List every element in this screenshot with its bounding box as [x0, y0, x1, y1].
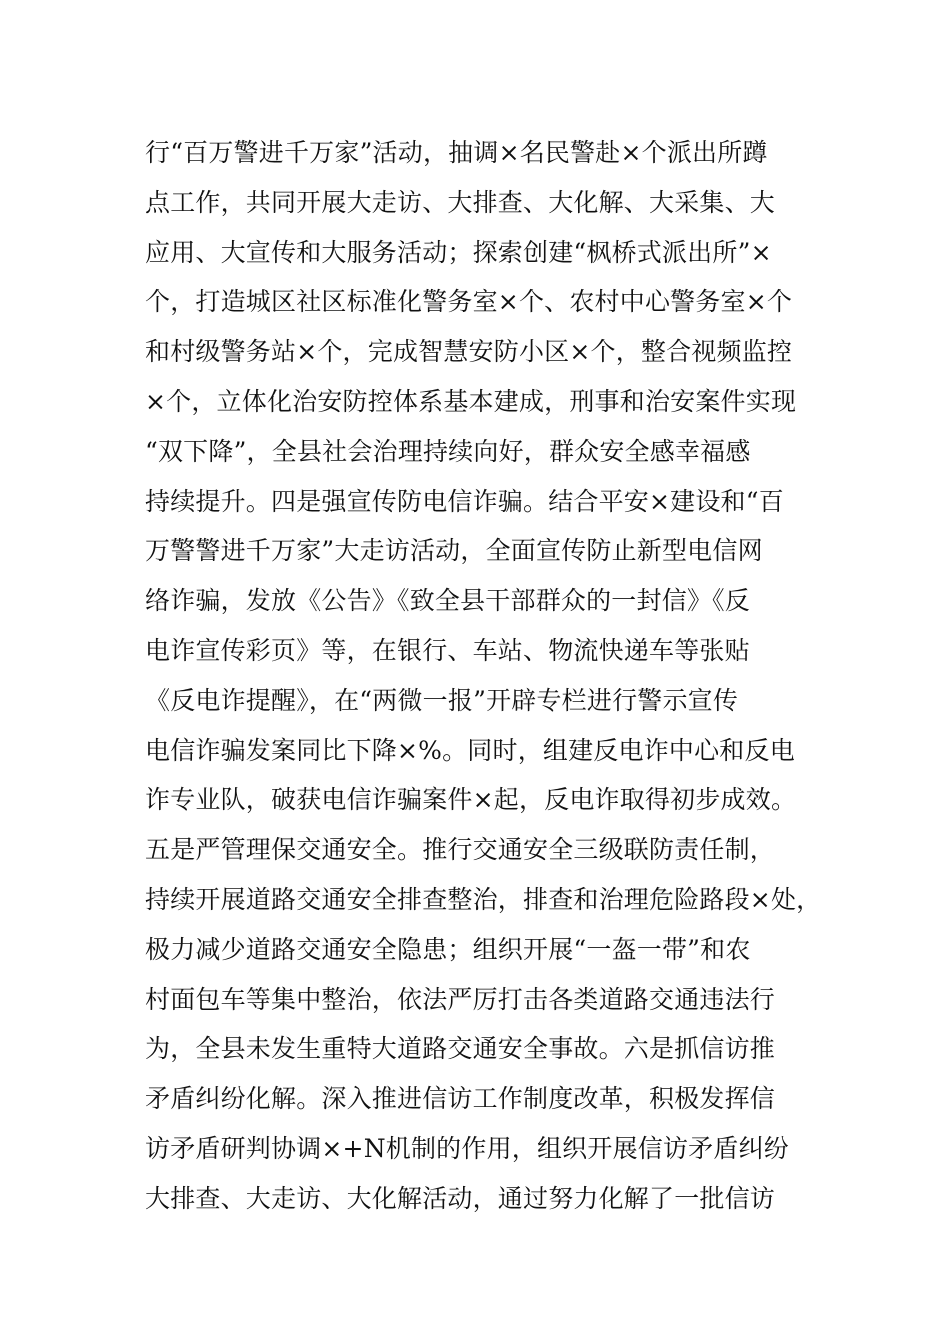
text-line: 行“百万警进千万家”活动，抽调×名民警赴×个派出所蹲: [145, 138, 768, 167]
text-line: 诈专业队，破获电信诈骗案件×起，反电诈取得初步成效。: [145, 785, 797, 815]
text-line: ×个，立体化治安防控体系基本建成，刑事和治安案件实现: [145, 386, 797, 416]
body-text: [145, 128, 825, 1224]
text-line: 大排查、大走访、大化解活动，通过努力化解了一批信访: [145, 1183, 776, 1213]
text-line: 《反电诈提醒》，在“两微一报”开辟专栏进行警示宣传: [145, 685, 739, 715]
text-line: “双下降”，全县社会治理持续向好，群众安全感幸福感: [145, 436, 751, 466]
text-line: 村面包车等集中整治，依法严厉打击各类道路交通违法行: [145, 984, 776, 1014]
text-line: 络诈骗，发放《公告》《致全县干部群众的一封信》《反: [145, 586, 751, 616]
text-line: 电信诈骗发案同比下降×%。同时，组建反电诈中心和反电: [145, 735, 795, 765]
text-line: 持续提升。四是强宣传防电信诈骗。结合平安×建设和“百: [145, 486, 784, 516]
text-line: 为，全县未发生重特大道路交通安全事故。六是抓信访推: [145, 1034, 776, 1064]
text-line: 矛盾纠纷化解。深入推进信访工作制度改革，积极发挥信: [145, 1084, 776, 1114]
text-line: 极力减少道路交通安全隐患；组织开展“一盔一带”和农: [145, 934, 751, 964]
text-line: 电诈宣传彩页》等，在银行、车站、物流快递车等张贴: [145, 635, 750, 665]
text-line: 万警警进千万家”大走访活动，全面宣传防止新型电信网: [145, 536, 763, 566]
text-line: 个，打造城区社区标准化警务室×个、农村中心警务室×个: [145, 287, 793, 317]
text-line: 点工作，共同开展大走访、大排查、大化解、大采集、大: [145, 187, 776, 217]
text-line: 访矛盾研判协调×+N机制的作用，组织开展信访矛盾纠纷: [145, 1133, 789, 1163]
text-line: 和村级警务站×个，完成智慧安防小区×个，整合视频监控: [145, 337, 793, 367]
text-line: 五是严管理保交通安全。推行交通安全三级联防责任制，: [145, 835, 776, 865]
text-line: 应用、大宣传和大服务活动；探索创建“枫桥式派出所”×: [145, 237, 772, 267]
text-line: 持续开展道路交通安全排查整治，排查和治理危险路段×处，: [145, 884, 822, 914]
